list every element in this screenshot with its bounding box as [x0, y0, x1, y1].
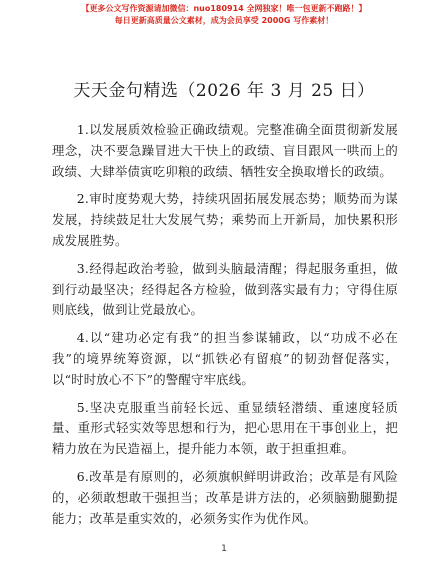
paragraph-6: 6.改革是有原则的，必须旗帜鲜明讲政治；改革是有风险的，必须敢想敢干强担当；改革是讲方法的，必须脑勤腿勤提能力；改革是重实效的，必须务实作为优作风。: [52, 468, 398, 526]
paragraph-2: 2.审时度势观大势，持续巩固拓展发展态势；顺势而为谋发展，持续鼓足壮大发展气势；乘势而上开新局，加快累积形成发展胜势。: [52, 191, 398, 248]
promo-banner-line-1: 【更多公文写作资源请加微信：nuo180914 全网独家！唯一包更新不跑路！】: [81, 4, 367, 13]
page-number: 1: [221, 544, 227, 554]
document-title: 天天金句精选（2026 年 3 月 25 日）: [73, 81, 375, 101]
paragraph-1: 1.以发展质效检验正确政绩观。完整准确全面贯彻新发展理念，决不要急躁冒进大干快上的政绩、盲目跟风一哄而上的政绩、大肆举债寅吃卯粮的政绩、牺牲安全换取增长的政绩。: [52, 122, 398, 179]
paragraph-5: 5.坚决克服重当前轻长远、重显绩轻潜绩、重速度轻质量、重形式轻实效等思想和行为，把心思用在干事创业上，把精力放在为民造福上，提升能力本领，敢于担重担难。: [52, 399, 398, 457]
document-body: [52, 120, 398, 536]
promo-banner-line-2: 每日更新高质量公文素材，成为会员享受 2000G 写作素材！: [114, 16, 334, 25]
paragraph-3: 3.经得起政治考验，做到头脑最清醒；得起服务重担，做到行动最坚决；经得起各方检验，做到落实最有力；守得住原则底线，做到让党最放心。: [52, 260, 398, 318]
paragraph-4: 4.以“建功必定有我”的担当参谋辅政，以“功成不必在我”的境界统筹资源，以“抓铁必有留痕”的韧劲督促落实，以“时时放心不下”的警醒守牢底线。: [52, 330, 398, 387]
